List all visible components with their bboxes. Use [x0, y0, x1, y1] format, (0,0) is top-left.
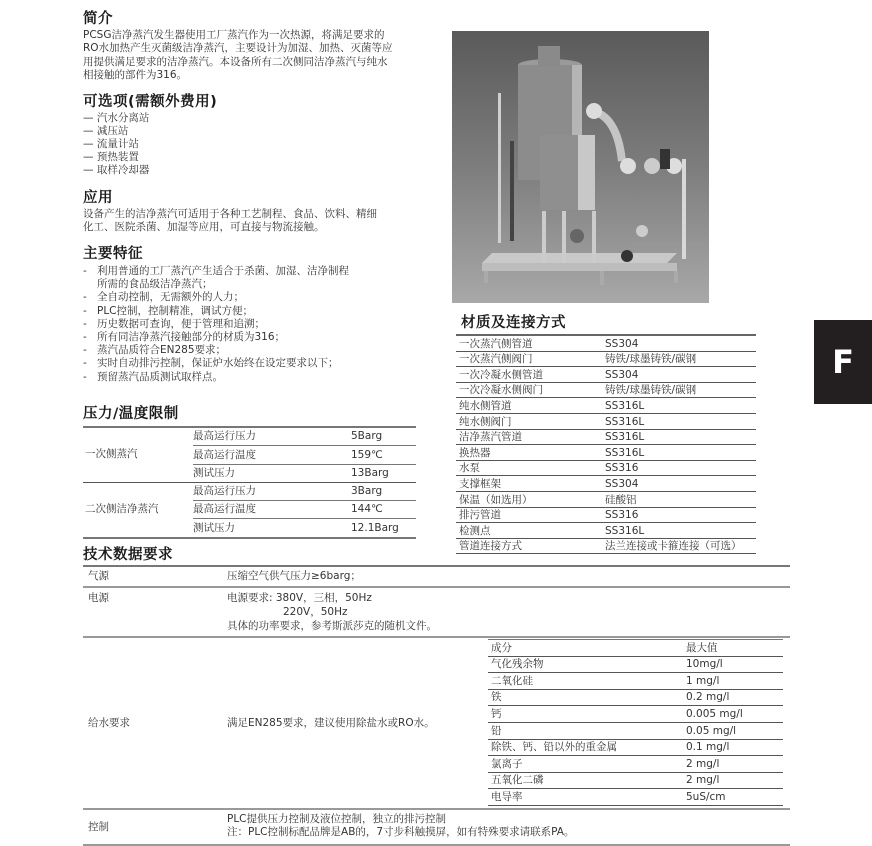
water-row — [488, 689, 783, 706]
intro-line: RO水加热产生灭菌级洁净蒸汽，主要设计为加湿、加热、灭菌等应 — [83, 42, 393, 55]
dash-bullet: - — [83, 344, 87, 357]
materials-title: 材质及连接方式 — [461, 315, 566, 331]
material-value: 硅酸铝 — [602, 491, 756, 507]
option-item: — 减压站 — [83, 125, 129, 137]
limits-label: 最高运行温度 — [193, 501, 351, 519]
material-part: 洁净蒸汽管道 — [456, 429, 602, 445]
material-part: 纯水侧管道 — [456, 398, 602, 414]
water-row — [488, 739, 783, 756]
feature-continuation: 所需的食品级洁净蒸汽； — [97, 278, 213, 291]
tech-value: 压缩空气供气压力≥6barg； — [227, 570, 361, 582]
intro-title: 简介 — [83, 11, 113, 27]
material-value: SS304 — [602, 367, 756, 383]
dash-bullet: - — [83, 304, 87, 317]
material-part: 一次蒸汽侧阀门 — [456, 351, 602, 367]
limits-value: 159℃ — [351, 446, 416, 464]
water-row — [488, 673, 783, 690]
materials-row — [456, 429, 756, 445]
material-value: SS304 — [602, 476, 756, 492]
material-value: 铸铁/球墨铸铁/碳钢 — [602, 351, 756, 367]
application-line: 设备产生的洁净蒸汽可适用于各种工艺制程、食品、饮料、精细 — [83, 208, 377, 220]
feature-item: - 蒸汽品质符合EN285要求； — [83, 344, 227, 357]
water-component: 铅 — [488, 722, 683, 739]
material-value: SS304 — [602, 335, 756, 351]
material-part: 保温（如选用） — [456, 491, 602, 507]
limits-table — [83, 426, 416, 539]
option-item: — 取样冷却器 — [83, 164, 150, 176]
feature-item: - 利用普通的工厂蒸汽产生适合于杀菌、加湿、洁净制程 所需的食品级洁净蒸汽； — [83, 265, 349, 291]
tech-value — [227, 809, 790, 845]
material-part: 管道连接方式 — [456, 538, 602, 554]
dash-bullet: - — [83, 317, 87, 330]
materials-row — [456, 507, 756, 523]
tech-label: 电源 — [88, 592, 109, 604]
application-line: 化工、医院杀菌、加湿等应用，可直接与物流接触。 — [83, 221, 325, 234]
feature-item: - 全自动控制，无需额外的人力； — [83, 291, 244, 304]
feature-item: - 实时自动排污控制，保证炉水始终在设定要求以下； — [83, 357, 339, 370]
water-max: 0.1 mg/l — [683, 739, 783, 756]
material-part: 一次冷凝水侧阀门 — [456, 382, 602, 398]
limits-row — [83, 482, 416, 500]
water-header-row — [488, 640, 783, 657]
materials-table — [456, 334, 756, 554]
options-title: 可选项(需额外费用) — [83, 94, 218, 110]
water-header-component: 成分 — [488, 640, 683, 657]
material-part: 支撑框架 — [456, 476, 602, 492]
materials-row — [456, 382, 756, 398]
water-component: 二氧化硅 — [488, 673, 683, 690]
limits-value: 144℃ — [351, 501, 416, 519]
limits-label: 测试压力 — [193, 519, 351, 538]
materials-row — [456, 351, 756, 367]
control-line: PLC提供压力控制及液位控制，独立的排污控制 — [227, 812, 447, 825]
feature-item: - 预留蒸汽品质测试取样点。 — [83, 370, 223, 383]
steam-generator-illustration — [452, 31, 709, 303]
water-row — [488, 706, 783, 723]
limits-value: 13Barg — [351, 464, 416, 482]
intro-line: PCSG洁净蒸汽发生器使用工厂蒸汽作为一次热源，将满足要求的 — [83, 29, 385, 41]
water-row — [488, 756, 783, 773]
feature-item: - PLC控制，控制精准，调试方便； — [83, 304, 254, 317]
material-value: SS316L — [602, 398, 756, 414]
tech-label: 气源 — [88, 570, 109, 582]
materials-row — [456, 445, 756, 461]
tech-value — [227, 587, 790, 637]
water-max: 5uS/cm — [683, 789, 783, 806]
material-part: 一次蒸汽侧管道 — [456, 335, 602, 351]
tech-label: 控制 — [88, 821, 109, 834]
water-row — [488, 722, 783, 739]
tech-row-air — [83, 566, 790, 587]
limits-row — [83, 427, 416, 446]
water-component: 电导率 — [488, 789, 683, 806]
section-tab-f: F — [814, 320, 872, 404]
option-item: — 流量计站 — [83, 138, 139, 150]
water-quality-table — [488, 639, 783, 806]
water-max: 0.005 mg/l — [683, 706, 783, 723]
features-list — [83, 265, 349, 384]
tech-label: 给水要求 — [88, 717, 130, 730]
option-item: — 汽水分离站 — [83, 112, 150, 124]
water-component: 铁 — [488, 689, 683, 706]
materials-row — [456, 335, 756, 351]
dash-bullet: - — [83, 370, 87, 383]
materials-row — [456, 413, 756, 429]
material-part: 排污管道 — [456, 507, 602, 523]
limits-group-name: 一次侧蒸汽 — [85, 448, 138, 461]
material-value: SS316 — [602, 507, 756, 523]
material-part: 水泵 — [456, 460, 602, 476]
water-component: 氯离子 — [488, 756, 683, 773]
dash-bullet: - — [83, 331, 87, 344]
material-part: 检测点 — [456, 523, 602, 539]
water-max: 2 mg/l — [683, 756, 783, 773]
dash-bullet: - — [83, 357, 87, 370]
materials-row — [456, 538, 756, 554]
limits-value: 3Barg — [351, 482, 416, 500]
dash-bullet: - — [83, 291, 87, 304]
water-max: 1 mg/l — [683, 673, 783, 690]
features-title: 主要特征 — [83, 246, 143, 262]
water-header-max: 最大值 — [683, 640, 783, 657]
feature-item: - 历史数据可查询，便于管理和追溯； — [83, 317, 265, 330]
materials-row — [456, 523, 756, 539]
water-row — [488, 656, 783, 673]
water-component: 气化残余物 — [488, 656, 683, 673]
materials-row — [456, 398, 756, 414]
water-max: 2 mg/l — [683, 772, 783, 789]
material-value: 铸铁/球墨铸铁/碳钢 — [602, 382, 756, 398]
materials-row — [456, 476, 756, 492]
material-value: SS316L — [602, 413, 756, 429]
materials-row — [456, 367, 756, 383]
tech-title: 技术数据要求 — [83, 547, 173, 563]
tech-row-water — [83, 637, 790, 809]
tech-row-power — [83, 587, 790, 637]
limits-value: 5Barg — [351, 430, 383, 443]
limits-value: 12.1Barg — [351, 519, 416, 538]
limits-label: 最高运行压力 — [193, 430, 256, 443]
intro-paragraph — [83, 29, 443, 82]
application-title: 应用 — [83, 190, 113, 206]
water-max: 0.05 mg/l — [683, 722, 783, 739]
options-list — [83, 112, 149, 177]
limits-label: 测试压力 — [193, 464, 351, 482]
material-value: SS316 — [602, 460, 756, 476]
material-value: SS316L — [602, 445, 756, 461]
tech-value: 满足EN285要求，建议使用除盐水或RO水。 — [227, 717, 435, 730]
materials-row — [456, 460, 756, 476]
control-note: 注：PLC控制标配品牌是AB的，7寸步科触摸屏，如有特殊要求请联系PA。 — [227, 826, 575, 839]
limits-group-name: 二次侧洁净蒸汽 — [83, 482, 193, 537]
limits-label: 最高运行温度 — [193, 446, 351, 464]
intro-line: 相接触的部件为316。 — [83, 68, 188, 81]
tech-row-control — [83, 809, 790, 845]
power-line: 具体的功率要求，参考斯派莎克的随机文件。 — [227, 620, 437, 632]
application-paragraph — [83, 208, 377, 235]
material-part: 一次冷凝水侧管道 — [456, 367, 602, 383]
product-photo — [452, 31, 709, 303]
limits-title: 压力/温度限制 — [83, 406, 179, 422]
power-line: 电源要求: 380V，三相，50Hz — [227, 592, 372, 604]
water-component: 钙 — [488, 706, 683, 723]
power-line: 220V，50Hz — [283, 606, 348, 618]
feature-item: - 所有同洁净蒸汽接触部分的材质为316； — [83, 331, 286, 344]
dash-bullet: - — [83, 265, 87, 277]
water-max: 0.2 mg/l — [683, 689, 783, 706]
water-row — [488, 789, 783, 806]
material-value: SS316L — [602, 523, 756, 539]
tech-table — [83, 565, 790, 846]
water-max: 10mg/l — [683, 656, 783, 673]
material-part: 换热器 — [456, 445, 602, 461]
intro-line: 用提供满足要求的洁净蒸汽。本设备所有二次侧同洁净蒸汽与纯水 — [83, 55, 388, 68]
water-row — [488, 772, 783, 789]
water-component: 除铁、钙、铅以外的重金属 — [488, 739, 683, 756]
material-value: 法兰连接或卡箍连接（可选） — [602, 538, 756, 554]
limits-label: 最高运行压力 — [193, 482, 351, 500]
material-value: SS316L — [602, 429, 756, 445]
materials-row — [456, 491, 756, 507]
material-part: 纯水侧阀门 — [456, 413, 602, 429]
water-component: 五氧化二磷 — [488, 772, 683, 789]
option-item: — 预热装置 — [83, 151, 139, 163]
